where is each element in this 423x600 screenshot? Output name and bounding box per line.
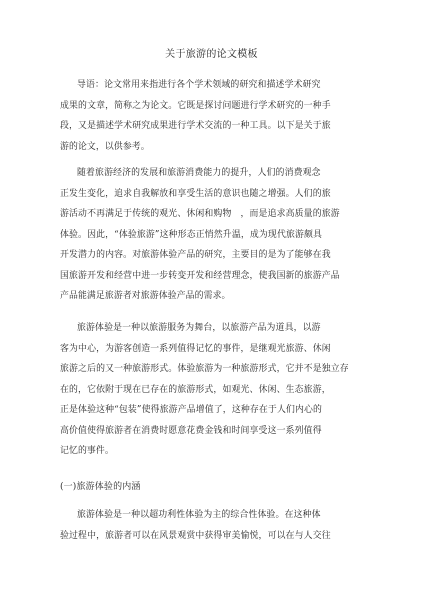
paragraph-line: 开发潜力的内容。对旅游体验产品的研究，主要目的是为了能够在我: [60, 250, 331, 260]
paragraph-line: 旅游之后的又一种旅游形式。体验旅游为一种旅游形式，它并不是独立存: [60, 364, 349, 374]
paragraph-line: 产品能满足旅游者对旅游体验产品的需求。: [60, 291, 231, 301]
paragraph-line: 记忆的事件。: [60, 446, 114, 456]
paragraph-line: 高价值使得旅游者在消费时愿意花费金钱和时间享受这一系列值得: [60, 425, 322, 436]
paragraph-line: 随着旅游经济的发展和旅游消费能力的提升，人们的消费观念: [77, 168, 321, 178]
paragraph-line: 游活动不再满足于传统的观光、休闲和购物 ，而是追求高质量的旅游: [60, 209, 340, 219]
intro-line: 成果的文章，简称之为论文。它既是探讨问题进行学术研究的一种手: [60, 100, 331, 111]
paragraph-line: 旅游体验是一种以旅游服务为舞台，以旅游产品为道具，以游: [77, 323, 321, 333]
paragraph-line: 客为中心，为游客创造一系列值得记忆的事件，是继观光旅游、休闲: [60, 343, 331, 354]
paragraph-line: 正是体验这种“包装”使得旅游产品增值了，这种存在于人们内心的: [60, 405, 323, 415]
intro-line: 导语：论文常用来指进行各个学术领域的研究和描述学术研究: [77, 80, 321, 90]
paragraph-line: 验过程中，旅游者可以在风景观赏中获得审美愉悦，可以在与人交往: [60, 530, 331, 541]
intro-paragraph: [60, 75, 360, 157]
section-1: [60, 477, 360, 498]
paragraph-line: 旅游体验是一种以超功利性体验为主的综合性体验。在这种体: [77, 510, 321, 520]
paragraph-line: 国旅游开发和经营中进一步转变开发和经营理念，使我国新的旅游产品: [60, 270, 340, 281]
paragraph-line: 正发生变化，追求自我解放和享受生活的意识也随之增强。人们的旅: [60, 188, 331, 199]
paragraph-2: [60, 318, 360, 462]
paragraph-line: 体验。因此，“体验旅游”这种形态正悄然升温，成为现代旅游颇具: [60, 229, 323, 240]
paragraph-3: [60, 505, 360, 546]
paragraph-line: 在的，它依附于现在已存在的旅游形式，如观光、休闲、生态旅游，: [60, 384, 331, 395]
intro-line: 游的论文，以供参考。: [60, 141, 150, 152]
section-heading: (一)旅游体验的内涵: [60, 482, 141, 492]
intro-line: 段，又是描述学术研究成果进行学术交流的一种工具。以下是关于旅: [60, 121, 331, 131]
document-title: 关于旅游的论文模板: [165, 49, 258, 60]
paragraph-1: [60, 163, 360, 307]
